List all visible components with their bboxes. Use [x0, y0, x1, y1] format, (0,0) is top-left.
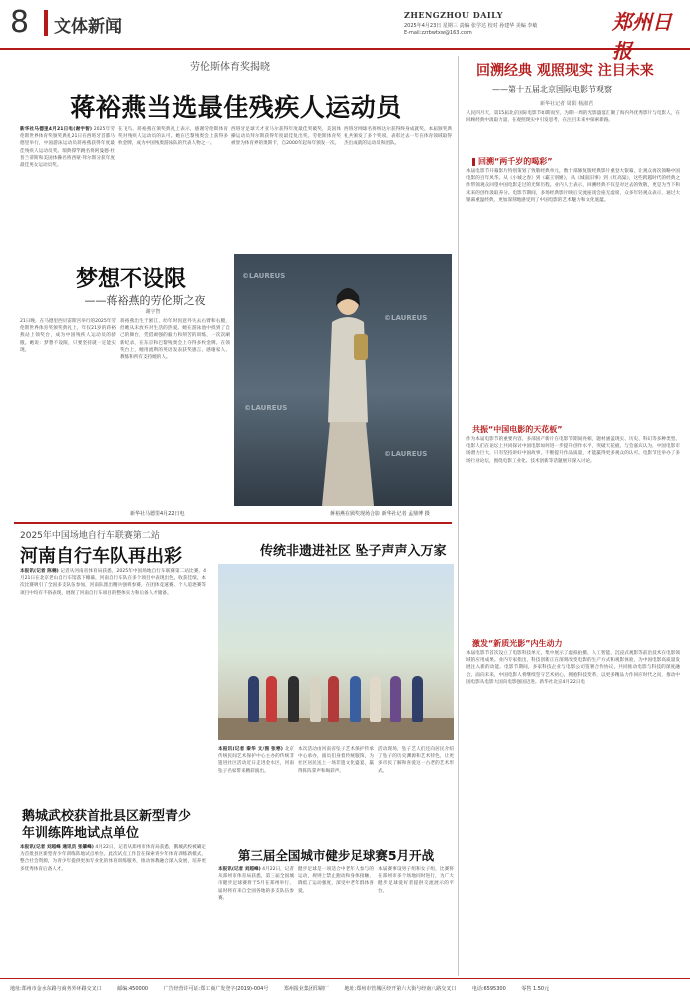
footer-printer: 郑州报业集团印刷厂: [283, 986, 329, 992]
award-photo: [234, 254, 452, 506]
main-dateline: 新华社马德里4月21日电(谢宇智): [20, 127, 93, 132]
heritage-headline: 传统非遗进社区 坠子声声入万家: [260, 544, 447, 559]
photo-caption-text: 蒋裕燕在颁奖现场合影 新华社记者 孟鼎博 摄: [330, 511, 430, 517]
film-subhead-1: [472, 156, 680, 167]
bike-kicker: 2025年中国场地自行车联赛第二站: [20, 531, 160, 541]
school-article: [20, 844, 206, 972]
column-rule: [458, 56, 459, 976]
film-headline: 回溯经典 观照现实 注目未来: [476, 63, 654, 79]
performer-figure: [412, 676, 423, 722]
football-body-1: 4月22日，记者从郑州市体育局获悉，第三届全国城市健步足球赛将于5月在郑州举行，届时将有来自全国各地的多支队伍参赛。: [218, 867, 294, 901]
page-number-divider: [44, 10, 48, 36]
footer-postcode: 邮编:450000: [117, 986, 149, 992]
masthead: [0, 0, 690, 63]
bike-article: [20, 568, 206, 804]
performer-figure: [288, 676, 299, 722]
main-paragraph-1: 2025年劳伦斯世界体育奖颁奖典礼21日在西班牙首都马德里举行，中国游泳运动员蒋裕燕获得年度最佳残疾人运动员奖。瑞典撑竿跳名将阿曼德·杜普兰蒂斯和美国体操名将西蒙·拜尔斯分获年度最佳男女运动员奖。: [20, 127, 115, 169]
film-subhead-3-text: 激发“新质光影”内生动力: [472, 639, 563, 648]
contact-line: E-mail:zzrbwtxw@163.com: [404, 30, 472, 36]
school-dateline: 本报讯(记者 刘超峰 通讯员 张肇峰): [20, 845, 94, 850]
school-body: 4月22日，记者从郑州市体育局获悉，鹅城武校被确定为首批县区新型青少年训练阵地试点单位。此次试点工作旨在探索青少年体育训练新模式，整合社会资源，为青少年提供更加专业化的体育训练服务，推动体教融合深入发展，培养更多优秀体育后备人才。: [20, 845, 206, 872]
film-dek: ——第十五届北京国际电影节观察: [492, 85, 612, 94]
heritage-photo: [218, 564, 454, 740]
performer-figure: [266, 676, 277, 722]
feature-dateline: 新华社马德里4月22日电: [130, 511, 185, 517]
heritage-col-2: 本次活动由河南省坠子艺术保护传承中心承办，演员们身着传统服饰，为社区居民送上一场非遗文化盛宴，赢得阵阵掌声和喝彩声。: [298, 747, 374, 774]
film-intro: 人民四月天，第15届北京国际电影节如期而至，为期一周的光影盛宴汇聚了海内外优秀影片与电影人，在回顾经典中汲取力量，在观照现实中引发思考，在注目未来中探索新路。: [466, 111, 680, 124]
main-article-col-4: 西班牙网球名将纳达尔获得终身成就奖。本届颁奖典礼共颁发了多个奖项，表彰过去一年在体育领域取得杰出成就的运动员和团队。: [344, 127, 452, 147]
heritage-col-1: [218, 746, 294, 840]
performer-figure: [370, 676, 381, 722]
bike-body: 记者从河南省体育局获悉，2025年中国场地自行车联赛第二站比赛，4月21日在北京老山自行车馆落下帷幕，河南自行车队在多个项目中表现出色，收获佳绩。本次比赛吸引了全国多支队伍参加，河南队派出精兵强将参赛，在团体竞速赛、个人追逐赛等项目中均有不俗表现，展现了河南自行车项目的整体实力和后备人才储备。: [20, 569, 206, 596]
heritage-col-3: 活动现场，坠子艺人们还向居民介绍了坠子的历史渊源和艺术特色，让更多市民了解和喜爱这一古老的艺术形式。: [378, 747, 454, 774]
film-subhead-2-text: 共振“中国电影的天花板”: [472, 425, 563, 434]
film-section-2: 作为本届电影节的重要内容，多部国产新片在电影节期间亮相，题材涵盖现实、历史、科幻等多种类型。电影人们在论坛上共同探讨中国电影如何进一步提升创作水平，突破天花板。与会嘉宾认为，中国电影市场潜力巨大，只有坚持讲好中国故事，不断提升作品质量，才能赢得更多观众的认可。电影节还举办了多场行业论坛，围绕电影工业化、技术创新等话题展开深入讨论。: [466, 437, 680, 464]
football-dateline: 本报讯(记者 刘超峰): [218, 867, 261, 872]
page-footer: [0, 978, 690, 998]
footer-printer-address: 地址:郑州市管城区经开第六大街与经南八路交叉口: [344, 986, 457, 992]
performer-figure: [248, 676, 259, 722]
sponsor-wall-text: ©LAUREUS: [244, 404, 288, 412]
section-divider: [14, 522, 452, 524]
school-headline: 鹅城武校获首批县区新型青少年训练阵地试点单位: [22, 809, 192, 841]
feature-dek: ——蒋裕燕的劳伦斯之夜: [84, 294, 206, 307]
paper-name-english: ZHENGZHOU DAILY: [404, 10, 503, 20]
film-subhead-1-text: 回溯“两千岁的喝彩”: [478, 157, 553, 166]
sponsor-wall-text: ©LAUREUS: [242, 272, 286, 280]
main-article-col-3: 西班牙足球天才亚马尔获得年度最佳突破奖，美国体操运动员拜尔斯获得年度最佳复出奖。劳伦斯体育奖被誉为体育界的奥斯卡，自2000年起每年颁发一次。: [231, 127, 341, 147]
feature-col-1: 21日晚，在马德里西贝雷斯宫举行的2025年劳伦斯世界体育奖颁奖典礼上，年仅21岁的蒋裕燕站上领奖台，成为中国残疾人运动员的骄傲。她说：梦想不设限，只要坚持就一定能实现。: [20, 319, 116, 353]
footer-phone: 电话:6595300: [471, 986, 506, 992]
subhead-marker: [472, 158, 475, 166]
football-col-2: 健步足球是一项适合中老年人参与的运动，规则上禁止跑动和身体接触，降低了运动强度，深受中老年群体喜爱。: [298, 867, 374, 894]
film-byline: 新华社记者 周阳 杨淑君: [540, 101, 594, 107]
feature-byline: 谢宇智: [145, 309, 161, 315]
performer-figure: [310, 676, 321, 722]
date-line: 2025年4月23日 星期三 责编 张学达 校对 孙建华 美编 李敏: [404, 23, 538, 29]
film-section-3: 本届电影节首次设立了电影科技单元，集中展示了虚拟拍摄、人工智能、沉浸式观影等前沿技术在电影领域的应用成果。业内专家指出，科技创新正在深刻改变电影的生产方式和观影体验，为中国电影高质量发展注入新的动能。电影节期间，多家科技企业与电影公司签署合作协议，共同推动电影与科技的深度融合。面向未来，中国电影人将继续坚守艺术初心，拥抱科技变革，以更多精品力作回应时代之问，推动中国电影从电影大国向电影强国迈进。新华社北京4月22日电: [466, 651, 680, 685]
main-article-col-2: 在飞鸟、蒋裕燕在颁奖典礼上表示，感谢劳伦斯体育奖对残疾人运动员的认可。她在巴黎残奥会上获得多枚金牌，成为中国残奥游泳队的代表人物之一。: [118, 127, 228, 147]
bike-dateline: 本报讯(记者 陈楠): [20, 569, 59, 574]
sponsor-wall-text: ©LAUREUS: [384, 450, 428, 458]
film-subhead-3: [472, 638, 680, 649]
football-headline: 第三届全国城市健步足球赛5月开战: [237, 848, 435, 863]
performer-figure: [390, 676, 401, 722]
main-article-col-1: [20, 126, 115, 244]
heritage-dateline: 本报讯(记者 秦华 文/图 张寒): [218, 747, 283, 752]
athlete-figure: [318, 282, 378, 506]
newspaper-logo: 郑州日报: [612, 10, 672, 63]
performer-figure: [350, 676, 361, 722]
photo-caption: [330, 510, 452, 517]
bike-headline: 河南自行车队再出彩: [20, 546, 182, 567]
main-headline: 蒋裕燕当选最佳残疾人运动员: [70, 93, 402, 122]
main-kicker: 劳伦斯体育奖揭晓: [190, 62, 270, 73]
section-title: 文体新闻: [54, 17, 122, 37]
feature-col-2: 蒋裕燕出生于浙江，幼年时因意外失去右臂和右腿，但她从未放弃对生活的热爱。她在游泳池中找到了自己的舞台，凭借顽强的毅力和刻苦的训练，一次次刷新纪录，在东京和巴黎残奥会上夺得多枚金牌。在领奖台上，她用流利的英语发表获奖感言，感谢家人、教练和所有支持她的人。: [120, 319, 230, 361]
football-col-3: 本届赛事设男子组和女子组，比赛将在郑州市多个场地同时进行，为广大健步足球爱好者提供交流展示的平台。: [378, 867, 454, 894]
page-number: 8: [10, 5, 30, 40]
footer-address: 地址:郑州市金水东路与商务外环路交叉口: [10, 986, 102, 992]
film-section-1: 本届电影节开幕影片特别策划了致敬经典单元，数十部修复版经典影片重登大银幕，让观众再次领略中国电影的百年风华。从《小城之春》到《霸王别姬》，从《城南旧事》到《红高粱》，这些跨越时代的经典之作带领观众回望中国电影走过的光辉历程。业内人士表示，回溯经典不仅是对过去的致敬，更是为当下和未来的创作汲取养分。电影节期间，多场经典影片映后交流座谈会座无虚席，众多年轻观众表示，通过大银幕重温经典，更加深刻地感受到了中国电影的艺术魅力和文化底蕴。: [466, 169, 680, 203]
performer-figure: [328, 676, 339, 722]
footer-price: 零售 1.50元: [521, 986, 550, 992]
footer-license: 广告经营许可证:郑工商广发登字(2019)-004号: [163, 986, 269, 992]
sponsor-wall-text: ©LAUREUS: [384, 314, 428, 322]
football-col-1: [218, 866, 294, 972]
heritage-body-1: 北京传统民间艺术保护中心主办的传统非遗进社区活动近日走进金水区，河南坠子名家带来精彩演出。: [218, 747, 294, 774]
film-subhead-2: [472, 424, 680, 435]
feature-headline: 梦想不设限: [76, 267, 187, 292]
